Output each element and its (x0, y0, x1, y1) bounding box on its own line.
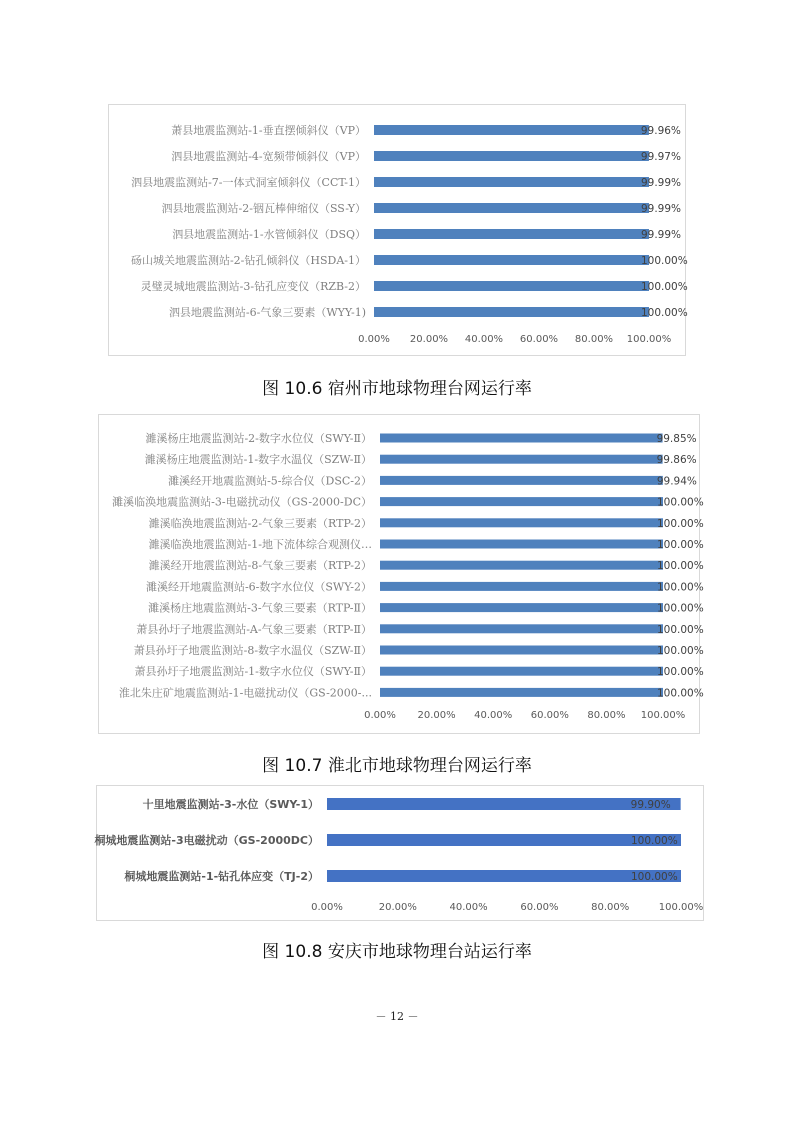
bar (380, 646, 663, 655)
category-label: 濉溪经开地震监测站-6-数字水位仪（SWY-2） (145, 580, 372, 594)
chart-huaibei-operation-rate (98, 414, 704, 734)
category-label: 十里地震监测站-3-水位（SWY-1） (142, 798, 319, 811)
bar (374, 229, 649, 239)
x-tick-label: 0.00% (364, 710, 396, 721)
bar (380, 603, 663, 612)
figure-caption-10-6: 图 10.6 宿州市地球物理台网运行率 (262, 379, 532, 399)
bar (380, 518, 663, 527)
data-label: 100.00% (657, 539, 704, 551)
bar (380, 688, 663, 697)
data-label: 99.86% (656, 454, 697, 467)
data-label: 100.00% (657, 496, 704, 509)
category-label: 濉溪杨庄地震监测站-2-数字水位仪（SWY-Ⅱ） (145, 432, 372, 445)
x-tick-label: 0.00% (311, 902, 343, 913)
bar (380, 455, 663, 464)
x-tick-label: 100.00% (658, 902, 704, 913)
figure-caption-10-7: 图 10.7 淮北市地球物理台网运行率 (262, 756, 532, 776)
data-label: 99.96% (640, 125, 681, 137)
bar (374, 203, 649, 213)
category-label: 萧县孙圩子地震监测站-A-气象三要素（RTP-Ⅱ） (136, 622, 372, 636)
category-label: 濉溪临涣地震监测站-1-地下流体综合观测仪… (148, 538, 372, 551)
bar (374, 125, 649, 135)
chart-huaibei-svg (99, 415, 704, 733)
category-label: 濉溪经开地震监测站-5-综合仪（DSC-2） (168, 474, 372, 488)
x-tick-label: 60.00% (520, 902, 559, 913)
bar (380, 582, 663, 591)
bar (327, 798, 681, 810)
data-label: 100.00% (657, 517, 704, 530)
data-label: 100.00% (631, 835, 678, 847)
category-label: 桐城地震监测站-1-钻孔体应变（TJ-2） (124, 870, 319, 883)
x-tick-label: 20.00% (417, 710, 456, 721)
data-label: 100.00% (631, 871, 678, 883)
bar (374, 307, 649, 317)
data-label: 99.99% (640, 203, 682, 215)
category-label: 萧县孙圩子地震监测站-1-数字水位仪（SWY-Ⅱ） (134, 665, 372, 679)
data-label: 99.85% (656, 433, 697, 445)
bar (374, 281, 649, 291)
x-tick-label: 0.00% (358, 334, 390, 345)
data-label: 100.00% (657, 666, 704, 679)
bar (374, 177, 649, 187)
data-label: 100.00% (641, 281, 688, 293)
bar (374, 151, 649, 161)
data-label: 99.99% (640, 177, 682, 189)
chart-anqing-operation-rate (96, 785, 704, 921)
bar (380, 624, 663, 633)
category-label: 泗县地震监测站-2-铟瓦棒伸缩仪（SS-Y） (161, 202, 366, 215)
category-label: 濉溪杨庄地震监测站-3-气象三要素（RTP-Ⅱ） (148, 601, 372, 615)
category-label: 泗县地震监测站-7-一体式洞室倾斜仪（CCT-1） (131, 176, 366, 189)
x-tick-label: 40.00% (449, 902, 488, 913)
x-tick-label: 20.00% (378, 902, 417, 913)
data-label: 100.00% (641, 255, 688, 267)
category-label: 萧县地震监测站-1-垂直摆倾斜仪（VP） (171, 124, 366, 137)
category-label: 桐城地震监测站-3电磁扰动（GS-2000DC） (94, 834, 319, 847)
category-label: 萧县孙圩子地震监测站-8-数字水温仪（SZW-Ⅱ） (133, 644, 372, 657)
bar (380, 561, 663, 570)
data-label: 100.00% (641, 307, 688, 319)
chart-suzhou-svg (109, 105, 688, 355)
bar (380, 476, 663, 485)
bar (327, 834, 681, 846)
x-tick-label: 60.00% (530, 710, 569, 721)
category-label: 砀山城关地震监测站-2-钻孔倾斜仪（HSDA-1） (130, 254, 366, 267)
bar (327, 870, 681, 882)
data-label: 100.00% (657, 623, 704, 636)
data-label: 100.00% (657, 560, 704, 573)
x-tick-label: 80.00% (591, 902, 630, 913)
data-label: 99.99% (640, 229, 682, 241)
data-label: 99.94% (656, 475, 697, 488)
category-label: 灵璧灵城地震监测站-3-钻孔应变仪（RZB-2） (140, 280, 366, 293)
data-label: 100.00% (657, 602, 704, 615)
bar (380, 540, 663, 549)
x-tick-label: 20.00% (409, 334, 449, 345)
bar (380, 667, 663, 676)
category-label: 淮北朱庄矿地震监测站-1-电磁扰动仪（GS-2000-... (118, 686, 372, 700)
x-tick-label: 40.00% (474, 710, 513, 721)
bar (374, 255, 649, 265)
page-number: － 12 － (375, 1010, 419, 1023)
data-label: 100.00% (657, 581, 704, 594)
chart-suzhou-operation-rate (108, 104, 686, 356)
x-tick-label: 80.00% (574, 334, 614, 345)
data-label: 99.97% (640, 151, 681, 163)
data-label: 100.00% (657, 687, 704, 700)
x-tick-label: 100.00% (640, 710, 686, 721)
x-tick-label: 40.00% (464, 334, 504, 345)
x-tick-label: 100.00% (626, 334, 672, 345)
category-label: 濉溪杨庄地震监测站-1-数字水温仪（SZW-Ⅱ） (144, 453, 372, 467)
category-label: 泗县地震监测站-4-宽频带倾斜仪（VP） (171, 150, 366, 163)
figure-caption-10-8: 图 10.8 安庆市地球物理台站运行率 (262, 942, 532, 962)
x-tick-label: 60.00% (519, 334, 559, 345)
bar (380, 434, 663, 443)
x-tick-label: 80.00% (587, 710, 626, 721)
data-label: 99.90% (630, 799, 671, 811)
data-label: 100.00% (657, 645, 704, 657)
category-label: 濉溪临涣地震监测站-3-电磁扰动仪（GS-2000-DC） (112, 495, 372, 509)
category-label: 泗县地震监测站-6-气象三要素（WYY-1) (168, 306, 366, 319)
chart-anqing-svg (94, 786, 704, 920)
category-label: 濉溪临涣地震监测站-2-气象三要素（RTP-2） (148, 516, 372, 530)
category-label: 濉溪经开地震监测站-8-气象三要素（RTP-2） (148, 559, 372, 573)
bar (380, 497, 663, 506)
category-label: 泗县地震监测站-1-水管倾斜仪（DSQ） (172, 228, 366, 241)
